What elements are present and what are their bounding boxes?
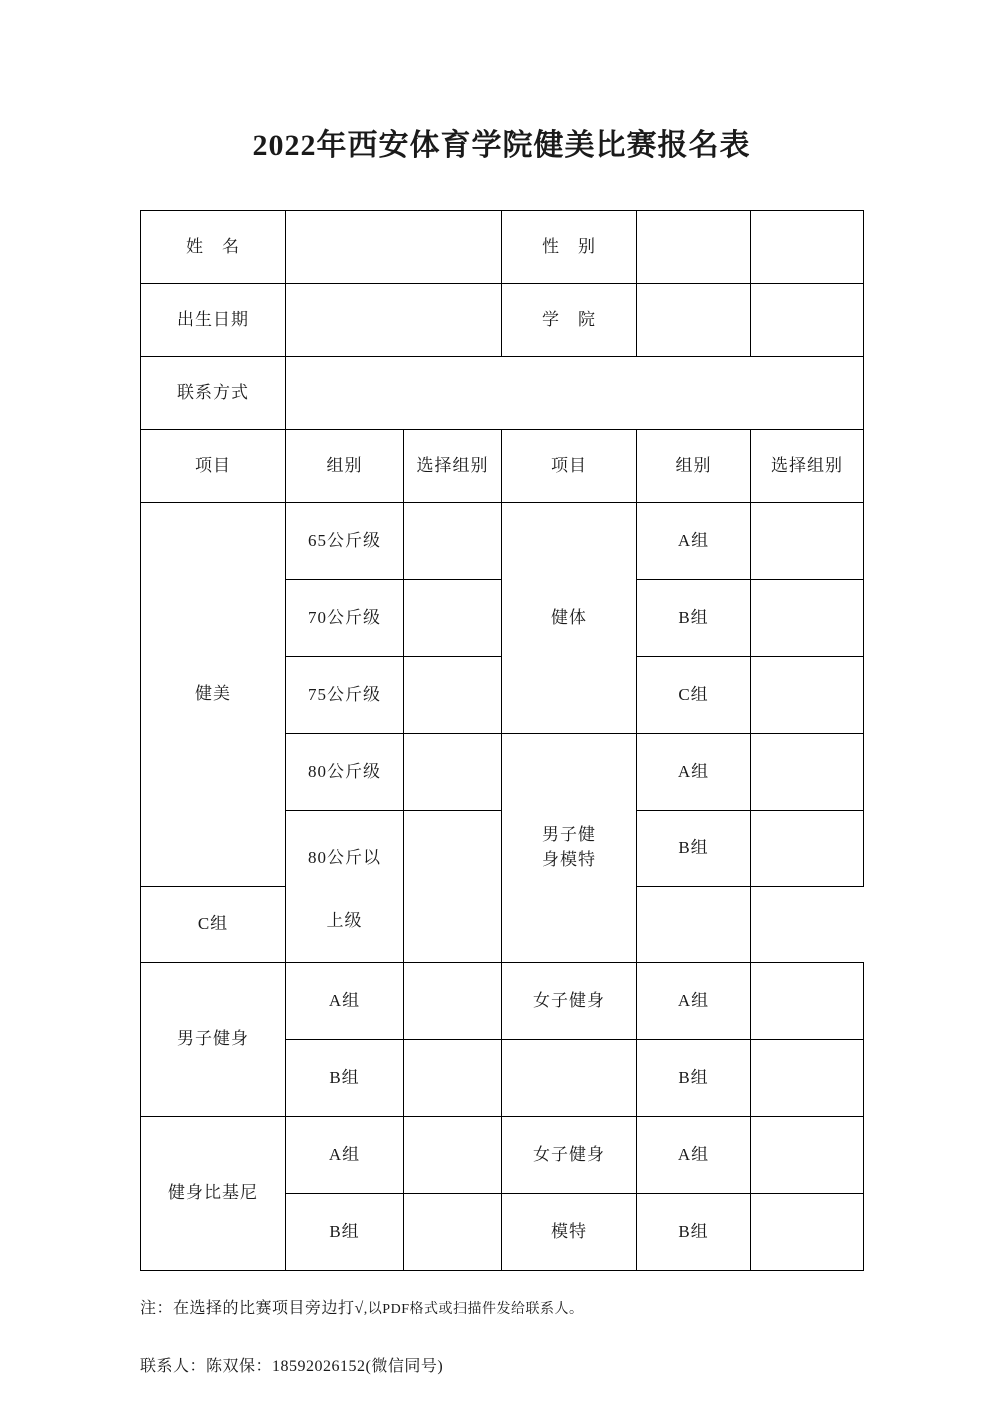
field-value-birthdate[interactable]: [286, 284, 502, 357]
event-womens-model-line1: 女子健身: [502, 1117, 637, 1194]
header-event-left: 项目: [141, 430, 286, 503]
choose-bikini-b[interactable]: [404, 1194, 502, 1271]
field-value-photo-2[interactable]: [751, 284, 864, 357]
header-event-right: 项目: [502, 430, 637, 503]
field-label-birthdate: 出生日期: [141, 284, 286, 357]
group-80kg-plus-line1: 80公斤以: [308, 847, 381, 867]
group-mens-fitness-b: B组: [286, 1040, 404, 1117]
choose-womens-model-b[interactable]: [751, 1194, 864, 1271]
page-title: 2022年西安体育学院健美比赛报名表: [252, 129, 751, 162]
group-75kg: 75公斤级: [286, 657, 404, 734]
table-row: [141, 284, 864, 357]
table-row: [141, 1117, 864, 1194]
group-mens-fitness-a: A组: [286, 963, 404, 1040]
note-prefix: 注：在选择的比赛项目旁边打: [140, 1300, 355, 1317]
choose-mens-fitness-a[interactable]: [404, 963, 502, 1040]
choose-womens-fitness-a[interactable]: [751, 963, 864, 1040]
choose-mens-model-b[interactable]: [751, 811, 864, 887]
choose-75kg[interactable]: [404, 657, 502, 734]
event-womens-model-line2: 模特: [502, 1194, 637, 1271]
event-womens-fitness: 女子健身: [502, 963, 637, 1040]
field-label-college: 学 院: [502, 284, 637, 357]
choose-womens-model-a[interactable]: [751, 1117, 864, 1194]
field-value-photo[interactable]: [751, 211, 864, 284]
group-physique-a: A组: [637, 503, 751, 580]
group-womens-fitness-a: A组: [637, 963, 751, 1040]
table-row: [141, 357, 864, 430]
header-choose-left: 选择组别: [404, 430, 502, 503]
choose-80kg-plus[interactable]: [404, 811, 502, 963]
header-group-left: 组别: [286, 430, 404, 503]
header-group-right: 组别: [637, 430, 751, 503]
choose-mens-fitness-b[interactable]: [404, 1040, 502, 1117]
group-bikini-a: A组: [286, 1117, 404, 1194]
group-70kg: 70公斤级: [286, 580, 404, 657]
event-mens-fitness-model-line2: 身模特: [542, 850, 596, 869]
choose-physique-c[interactable]: [751, 657, 864, 734]
field-label-name: 姓 名: [141, 211, 286, 284]
choose-womens-fitness-b[interactable]: [751, 1040, 864, 1117]
group-physique-c: C组: [637, 657, 751, 734]
group-80kg-plus: [286, 811, 404, 963]
event-mens-fitness-model: [502, 734, 637, 963]
group-80kg-plus-line2: 上级: [326, 910, 363, 930]
group-mens-model-a: A组: [637, 734, 751, 811]
group-80kg: 80公斤级: [286, 734, 404, 811]
choose-physique-a[interactable]: [751, 503, 864, 580]
group-mens-model-c: C组: [141, 887, 286, 963]
header-choose-right: 选择组别: [751, 430, 864, 503]
notes-section: [140, 1293, 863, 1383]
table-row: [141, 503, 864, 580]
group-womens-model-b: B组: [637, 1194, 751, 1271]
event-bodybuilding: 健美: [141, 503, 286, 887]
group-bikini-b: B组: [286, 1194, 404, 1271]
field-value-college[interactable]: [637, 284, 751, 357]
choose-physique-b[interactable]: [751, 580, 864, 657]
field-label-contact: 联系方式: [141, 357, 286, 430]
event-mens-fitness-model-line1: 男子健: [542, 825, 596, 845]
contact-line: 联系人：陈双保：18592026152(微信同号): [140, 1358, 444, 1375]
group-physique-b: B组: [637, 580, 751, 657]
choose-80kg[interactable]: [404, 734, 502, 811]
event-womens-fitness-spacer: [502, 1040, 637, 1117]
group-womens-fitness-b: B组: [637, 1040, 751, 1117]
event-bikini: 健身比基尼: [141, 1117, 286, 1271]
table-row: [141, 211, 864, 284]
choose-70kg[interactable]: [404, 580, 502, 657]
registration-form-table: [140, 210, 864, 1271]
field-value-name[interactable]: [286, 211, 502, 284]
group-mens-model-b: B组: [637, 811, 751, 887]
table-row: [141, 963, 864, 1040]
choose-mens-model-a[interactable]: [751, 734, 864, 811]
event-physique: 健体: [502, 503, 637, 734]
choose-bikini-a[interactable]: [404, 1117, 502, 1194]
table-header-row: [141, 430, 864, 503]
note-instruction: [140, 1293, 863, 1325]
group-65kg: 65公斤级: [286, 503, 404, 580]
registration-form-table-wrapper: [140, 210, 863, 1271]
event-mens-fitness: 男子健身: [141, 963, 286, 1117]
note-suffix: ,以PDF格式或扫描件发给联系人。: [363, 1302, 584, 1317]
choose-65kg[interactable]: [404, 503, 502, 580]
choose-mens-model-c[interactable]: [637, 887, 751, 963]
field-label-gender: 性 别: [502, 211, 637, 284]
check-mark-icon: √: [354, 1300, 364, 1317]
field-value-contact[interactable]: [286, 357, 864, 430]
group-womens-model-a: A组: [637, 1117, 751, 1194]
field-value-gender[interactable]: [637, 211, 751, 284]
